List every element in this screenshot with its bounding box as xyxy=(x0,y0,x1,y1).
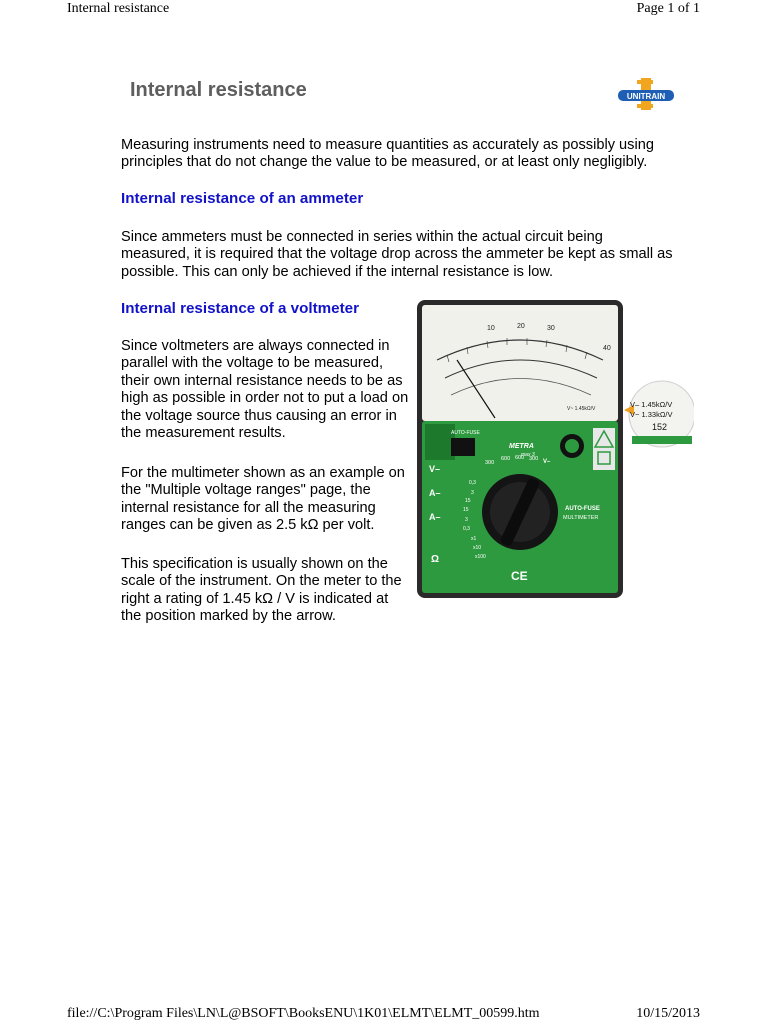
svg-text:152: 152 xyxy=(652,422,668,432)
svg-text:x1: x1 xyxy=(471,536,477,542)
text-line: This specification is usually shown on the xyxy=(121,556,388,572)
svg-text:x100: x100 xyxy=(475,554,486,560)
text-line: their own internal resistance needs to be as xyxy=(121,372,403,389)
svg-text:30: 30 xyxy=(547,325,555,332)
svg-text:V~ 1.45kΩ/V: V~ 1.45kΩ/V xyxy=(567,406,596,412)
svg-text:x10: x10 xyxy=(473,545,482,551)
svg-text:300: 300 xyxy=(529,456,539,462)
text-line: right a rating of 1.45 kΩ / V is indicated at xyxy=(121,590,389,607)
text-line: ranges can be given as 2.5 kΩ per volt. xyxy=(121,517,375,534)
svg-text:V– 1.45kΩ/V: V– 1.45kΩ/V xyxy=(630,400,673,409)
svg-text:METRA: METRA xyxy=(509,443,534,450)
svg-text:AUTO-FUSE: AUTO-FUSE xyxy=(451,430,480,436)
text-line: internal resistance for all the measuring xyxy=(121,499,376,516)
svg-text:3: 3 xyxy=(465,517,468,523)
print-date: 10/15/2013 xyxy=(636,1006,700,1021)
print-header-page: Page 1 of 1 xyxy=(636,1,700,16)
svg-text:20: 20 xyxy=(517,323,525,330)
file-path: file://C:\Program Files\LN\L@BSOFT\BooksENU\1K01\ELMT\ELMT_00599.htm xyxy=(67,1006,540,1021)
print-header-title: Internal resistance xyxy=(67,1,170,16)
multimeter-image xyxy=(417,300,623,598)
text-line: Since voltmeters are always connected in xyxy=(121,338,390,354)
svg-text:10: 10 xyxy=(487,325,495,332)
svg-text:A–: A– xyxy=(429,512,441,522)
text-line: measured, it is required that the voltage drop across the ammeter be kept as small as xyxy=(121,246,673,263)
svg-text:AUTO-FUSE: AUTO-FUSE xyxy=(565,506,600,512)
svg-text:V–: V– xyxy=(543,459,551,465)
svg-text:V~ 1.33kΩ/V: V~ 1.33kΩ/V xyxy=(630,410,673,419)
text-line: scale of the instrument. On the meter to the xyxy=(121,573,402,590)
text-line: possible. This can only be achieved if the internal resistance is low. xyxy=(121,263,554,280)
text-line: Since ammeters must be connected in series within the actual circuit being xyxy=(121,229,603,245)
voltmeter-paragraph-3 xyxy=(121,556,402,626)
svg-text:MULTIMETER: MULTIMETER xyxy=(563,515,599,521)
svg-text:0,3: 0,3 xyxy=(469,480,476,486)
page-title: Internal resistance xyxy=(130,79,307,101)
text-line: high as possible in order not to put a load on xyxy=(121,390,409,407)
print-header xyxy=(67,1,700,17)
rating-callout-image xyxy=(624,378,694,450)
print-footer xyxy=(67,1006,700,1022)
svg-text:300: 300 xyxy=(485,460,495,466)
svg-text:600: 600 xyxy=(515,455,525,461)
text-line: parallel with the voltage to be measured, xyxy=(121,355,384,372)
text-line: Measuring instruments need to measure quantities as accurately as possibly using xyxy=(121,137,654,153)
svg-text:CE: CE xyxy=(511,569,528,583)
ammeter-paragraph xyxy=(121,229,673,281)
text-line: the "Multiple voltage ranges" page, the xyxy=(121,482,371,499)
unitrain-logo xyxy=(617,78,675,110)
voltmeter-heading: Internal resistance of a voltmeter xyxy=(121,300,360,317)
voltmeter-paragraph-1 xyxy=(121,338,408,442)
ammeter-heading: Internal resistance of an ammeter xyxy=(121,190,364,207)
svg-text:0,3: 0,3 xyxy=(463,526,470,532)
svg-text:40: 40 xyxy=(603,345,611,352)
svg-text:15: 15 xyxy=(465,498,471,504)
svg-text:A–: A– xyxy=(429,488,441,498)
voltmeter-paragraph-2 xyxy=(121,465,405,535)
svg-text:15: 15 xyxy=(463,507,469,513)
intro-paragraph xyxy=(121,137,654,172)
svg-text:Ω: Ω xyxy=(431,554,440,565)
svg-text:V–: V– xyxy=(429,464,441,474)
text-line: principles that do not change the value to be measured, or at least only negligibly. xyxy=(121,154,648,171)
svg-text:600: 600 xyxy=(501,456,511,462)
text-line: the voltage source thus causing an error in xyxy=(121,407,397,424)
text-line: For the multimeter shown as an example on xyxy=(121,465,405,481)
svg-text:3: 3 xyxy=(471,490,474,496)
text-line: the position marked by the arrow. xyxy=(121,608,336,625)
svg-text:UNITRAIN: UNITRAIN xyxy=(626,92,666,101)
text-line: the measurement results. xyxy=(121,425,286,442)
svg-text:max 3: max 3 xyxy=(521,452,535,458)
